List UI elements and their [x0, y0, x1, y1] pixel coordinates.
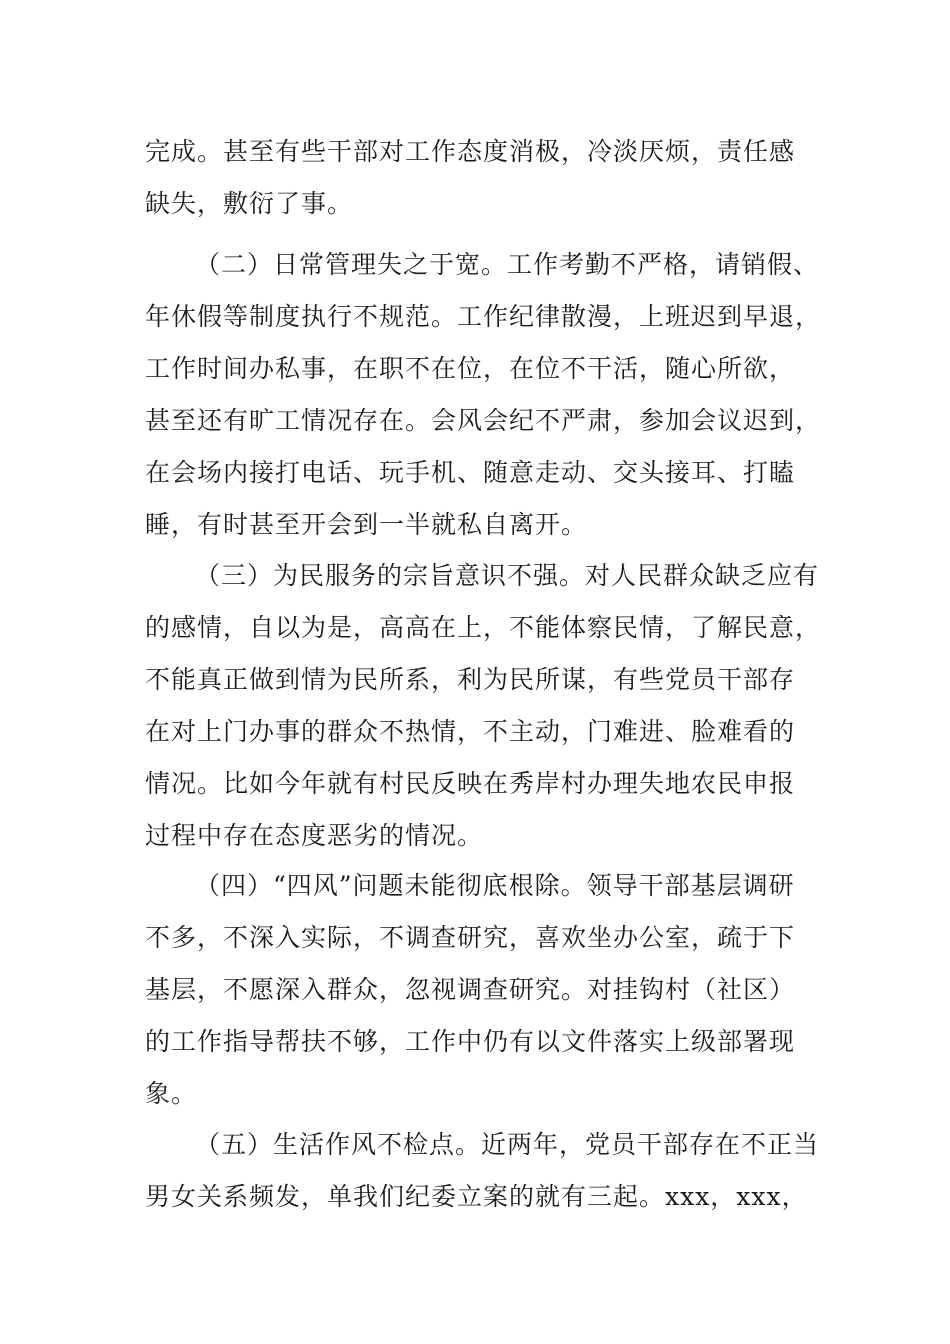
text-line: 不多，不深入实际，不调查研究，喜欢坐办公室，疏于下 — [145, 923, 796, 952]
paragraph-daily-management — [145, 239, 822, 551]
text-line: 工作时间办私事，在职不在位，在位不干活，随心所欲， — [145, 354, 796, 383]
text-line: 象。 — [145, 1079, 198, 1108]
text-line: （二）日常管理失之于宽。工作考勤不严格，请销假、 — [195, 250, 820, 279]
text-line: （五）生活作风不检点。近两年，党员干部存在不正当 — [195, 1130, 820, 1159]
text-line: 的工作指导帮扶不够，工作中仍有以文件落实上级部署现 — [145, 1027, 796, 1056]
text-line: （四）“四风”问题未能彻底根除。领导干部基层调研 — [195, 871, 795, 900]
text-line: 不能真正做到情为民所系，利为民所谋，有些党员干部存 — [145, 665, 796, 694]
text-line: 情况。比如今年就有村民反映在秀岸村办理失地农民申报 — [145, 769, 796, 798]
text-line: 的感情，自以为是，高高在上，不能体察民情，了解民意， — [145, 613, 822, 642]
text-line: 年休假等制度执行不规范。工作纪律散漫，上班迟到早退， — [145, 302, 822, 331]
text-line: 完成。甚至有些干部对工作态度消极，冷淡厌烦，责任感 — [145, 137, 796, 166]
text-line: 男女关系频发，单我们纪委立案的就有三起。xxx，xxx， — [145, 1182, 808, 1211]
paragraph-continuation — [145, 126, 805, 230]
text-line: 在会场内接打电话、玩手机、随意走动、交头接耳、打瞌 — [145, 458, 796, 487]
paragraph-lifestyle — [145, 1119, 820, 1223]
paragraph-four-winds — [145, 860, 805, 1120]
text-line: （三）为民服务的宗旨意识不强。对人民群众缺乏应有 — [195, 561, 820, 590]
paragraph-service-awareness — [145, 550, 822, 862]
text-line: 缺失，敷衍了事。 — [145, 189, 354, 218]
text-line: 甚至还有旷工情况存在。会风会纪不严肃，参加会议迟到， — [145, 406, 822, 435]
text-line: 过程中存在态度恶劣的情况。 — [145, 821, 484, 850]
text-line: 在对上门办事的群众不热情，不主动，门难进、脸难看的 — [145, 717, 796, 746]
text-line: 睡，有时甚至开会到一半就私自离开。 — [145, 510, 588, 539]
text-line: 基层，不愿深入群众，忽视调查研究。对挂钩村（社区） — [145, 975, 796, 1004]
